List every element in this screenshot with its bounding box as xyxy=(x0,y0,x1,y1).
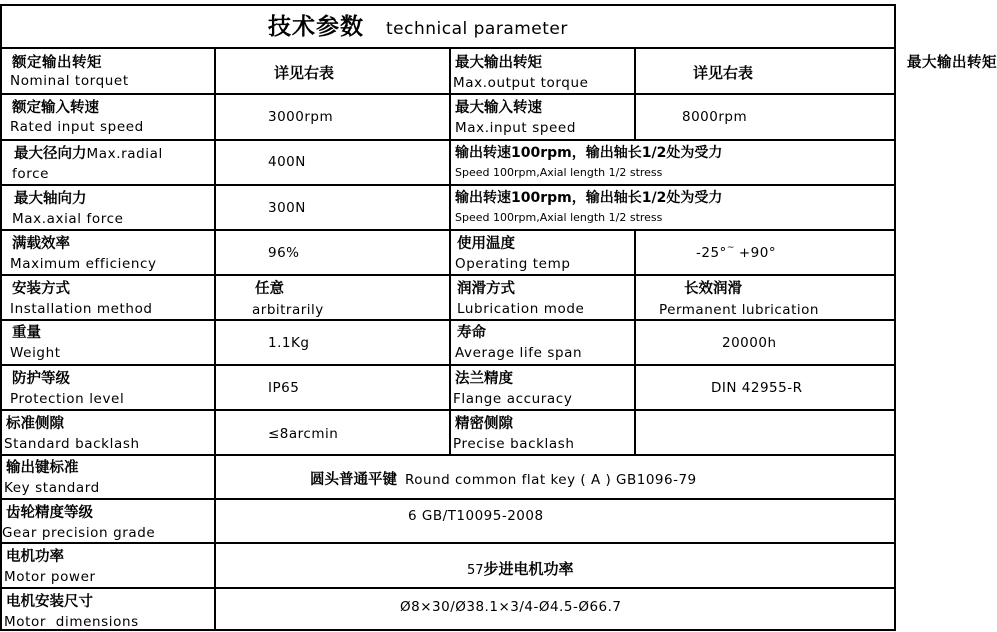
value-max-efficiency: 96% xyxy=(268,245,300,261)
rule xyxy=(894,4,896,631)
label-gear-precision-cn: 齿轮精度等级 xyxy=(6,505,93,521)
value-rated-input-speed: 3000rpm xyxy=(268,109,334,125)
rule xyxy=(634,229,636,454)
note-axial-cn: 输出转速100rpm，输出轴长1/2处为受力 xyxy=(455,190,723,206)
label-lubrication-mode-cn: 润滑方式 xyxy=(457,281,515,297)
value-nominal-torque: 详见右表 xyxy=(274,64,335,82)
rule xyxy=(634,47,636,139)
label-max-radial-force-line2: force xyxy=(12,166,49,182)
rule xyxy=(214,47,216,631)
rule xyxy=(0,139,896,141)
value-lubrication-mode-cn: 长效润滑 xyxy=(684,281,742,297)
label-installation-method-cn: 安装方式 xyxy=(12,281,70,297)
label-rated-input-speed-cn: 额定输入转速 xyxy=(12,100,99,116)
rule xyxy=(0,319,896,321)
rule xyxy=(0,184,896,186)
label-weight-cn: 重量 xyxy=(12,325,41,341)
label-life-span-en: Average life span xyxy=(455,345,583,361)
label-standard-backlash-cn: 标准侧隙 xyxy=(6,416,64,432)
rule xyxy=(0,542,896,544)
label-protection-level-en: Protection level xyxy=(10,391,125,407)
label-max-radial-force-line1: 最大径向力Max.radial xyxy=(14,146,163,162)
label-operating-temp-en: Operating temp xyxy=(455,256,571,272)
label-max-axial-force-cn: 最大轴向力 xyxy=(14,191,87,207)
value-gear-precision: 6 GB/T10095-2008 xyxy=(408,508,544,524)
rule xyxy=(0,47,896,49)
label-life-span-cn: 寿命 xyxy=(457,325,486,341)
label-protection-level-cn: 防护等级 xyxy=(12,371,70,387)
rule xyxy=(0,454,896,456)
value-motor-dimensions: Ø8×30/Ø38.1×3/4-Ø4.5-Ø66.7 xyxy=(400,599,622,615)
label-max-output-torque-en: Max.output torque xyxy=(453,75,589,91)
rule xyxy=(0,4,896,6)
note-radial-cn: 输出转速100rpm，输出轴长1/2处为受力 xyxy=(455,145,723,161)
label-motor-power-cn: 电机功率 xyxy=(6,549,64,565)
value-installation-method-en: arbitrarily xyxy=(252,302,324,318)
label-key-standard-en: Key standard xyxy=(4,480,100,496)
value-max-output-torque: 详见右表 xyxy=(693,64,754,82)
label-weight-en: Weight xyxy=(10,345,61,361)
label-max-axial-force-en: Max.axial force xyxy=(12,211,124,227)
rule xyxy=(0,409,896,411)
rule xyxy=(0,229,896,231)
label-max-efficiency-en: Maximum efficiency xyxy=(10,256,157,272)
label-gear-precision-en: Gear precision grade xyxy=(2,525,156,541)
label-max-output-torque-cn: 最大输出转矩 xyxy=(455,55,542,71)
label-max-input-speed-cn: 最大输入转速 xyxy=(455,100,542,116)
rule xyxy=(0,587,896,589)
label-motor-dimensions-en: Motor dimensions xyxy=(4,614,139,630)
label-operating-temp-cn: 使用温度 xyxy=(457,236,515,252)
label-precise-backlash-cn: 精密侧隙 xyxy=(455,416,513,432)
label-flange-accuracy-cn: 法兰精度 xyxy=(455,371,513,387)
value-key-standard: 圆头普通平键 Round common flat key ( A ) GB1096-79 xyxy=(310,472,697,488)
label-max-input-speed-en: Max.input speed xyxy=(455,120,577,136)
value-max-radial-force: 400N xyxy=(268,154,306,170)
label-flange-accuracy-en: Flange accuracy xyxy=(453,391,573,407)
label-key-standard-cn: 输出键标准 xyxy=(6,460,79,476)
rule xyxy=(0,93,896,95)
label-motor-dimensions-cn: 电机安装尺寸 xyxy=(6,594,93,610)
value-life-span: 20000h xyxy=(722,335,777,351)
value-motor-power: 57步进电机功率 xyxy=(467,560,574,578)
note-radial-en: Speed 100rpm,Axial length 1/2 stress xyxy=(455,166,663,179)
rule xyxy=(0,274,896,276)
label-motor-power-en: Motor power xyxy=(4,569,96,585)
label-lubrication-mode-en: Lubrication mode xyxy=(457,301,585,317)
page-title xyxy=(268,8,568,41)
label-installation-method-en: Installation method xyxy=(10,301,153,317)
value-protection-level: IP65 xyxy=(268,380,300,396)
technical-parameter-table: 技术参数 technical parameter 额定输出转矩 Nominal torquet 详见右表 最大输出转矩 最大输出转矩 Max.output torque 详见右表 额定输入转速 Rated input speed 3000rpm 最大输入转速 Max.input speed 8000rpm 最大径向力Max.radial force 400N 输出转速100rpm，输出轴长1/2处为受力 Speed 100rpm,Axial length 1/2 stress 最大轴向力 Max.axial force 300N 输出转速100rpm，输出轴长1/2处为受力 Speed 100rpm,Axial length 1/2 stress 满载效率 Maximum efficiency 96% 使用温度 Operating temp -25°~ +90° 安装方式 Installation method 任意 arbitrarily 润滑方式 Lubrication mode 长效润滑 Permanent lubrication 重量 Weight 1.1Kg 寿命 Average life span 20000h 防护等级 Protection level IP65 法兰精度 Flange accuracy DIN 42955-R 标准侧隙 Standard backlash ≤8arcmin 精密侧隙 Precise backlash 输出键标准 Key standard 圆头普通平键 Round common flat key ( A ) GB1096-79 齿轮精度等级 Gear precision grade 6 GB/T10095-2008 电机功率 Motor power 57步进电机功率 电机安装尺寸 Motor dimensions Ø8×30/Ø38.1×3/4-Ø4.5-Ø66.7 xyxy=(0,0,900,632)
rule xyxy=(0,364,896,366)
rule xyxy=(449,47,451,454)
value-operating-temp: -25°~ +90° xyxy=(696,243,777,261)
value-standard-backlash: ≤8arcmin xyxy=(268,426,339,442)
title-en: technical parameter xyxy=(386,19,568,39)
value-weight: 1.1Kg xyxy=(268,335,310,351)
value-max-input-speed: 8000rpm xyxy=(682,109,748,125)
value-max-axial-force: 300N xyxy=(268,200,306,216)
note-axial-en: Speed 100rpm,Axial length 1/2 stress xyxy=(455,211,663,224)
title-cn: 技术参数 xyxy=(268,14,364,40)
rule xyxy=(0,498,896,500)
value-flange-accuracy: DIN 42955-R xyxy=(711,380,803,396)
label-standard-backlash-en: Standard backlash xyxy=(4,436,140,452)
label-precise-backlash-en: Precise backlash xyxy=(453,436,575,452)
label-rated-input-speed-en: Rated input speed xyxy=(10,119,144,135)
label-max-efficiency-cn: 满载效率 xyxy=(12,236,70,252)
value-installation-method-cn: 任意 xyxy=(255,281,284,297)
value-lubrication-mode-en: Permanent lubrication xyxy=(659,302,819,318)
